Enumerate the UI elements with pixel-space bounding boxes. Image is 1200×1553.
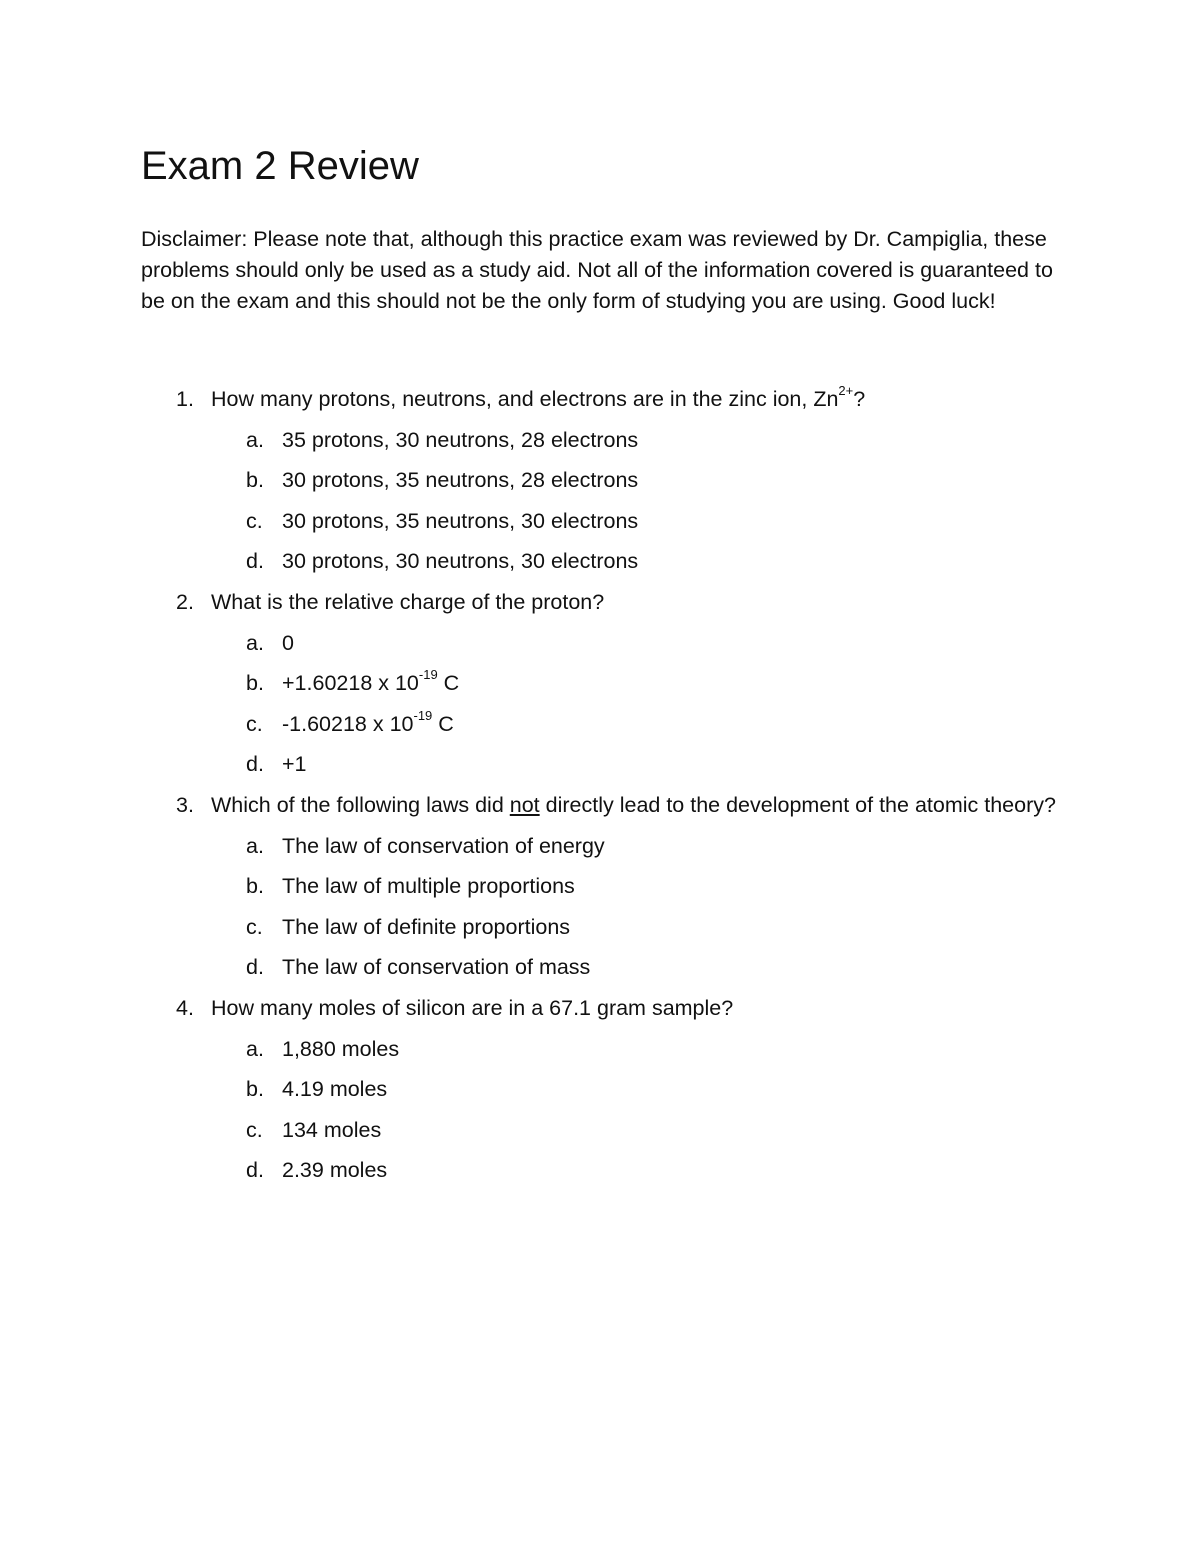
question-4 (141, 988, 1081, 1191)
option-a (211, 623, 1081, 664)
option-letter: d. (246, 549, 264, 574)
option-text: 30 protons, 30 neutrons, 30 electrons (282, 549, 639, 574)
option-text: 2.39 moles (282, 1158, 388, 1183)
option-text: The law of conservation of mass (282, 955, 591, 980)
option-text: 1,880 moles (282, 1036, 400, 1061)
question-1 (141, 379, 1081, 582)
value-base: -1.60218 x 10 (282, 711, 414, 736)
option-c (211, 907, 1081, 948)
option-c (211, 501, 1081, 542)
value-unit: C (432, 711, 454, 736)
option-c (211, 1110, 1081, 1151)
value-unit: C (437, 671, 460, 696)
question-number: 2. (176, 589, 194, 614)
option-list (211, 1029, 1081, 1191)
option-letter: a. (246, 427, 264, 452)
option-letter: c. (246, 914, 263, 939)
option-text: 0 (282, 630, 294, 655)
option-letter: a. (246, 630, 264, 655)
option-letter: c. (246, 1117, 263, 1142)
question-3 (141, 785, 1081, 988)
option-text: The law of multiple proportions (282, 874, 575, 899)
option-letter: b. (246, 1077, 264, 1102)
question-text-part: How many protons, neutrons, and electrons are in the zinc ion, Zn (211, 387, 839, 411)
option-b (211, 663, 1081, 704)
option-text: The law of conservation of energy (282, 833, 605, 858)
page-title: Exam 2 Review (141, 144, 419, 188)
option-letter: b. (246, 468, 264, 493)
question-text: What is the relative charge of the proton? (211, 589, 605, 614)
question-list (141, 379, 1081, 1191)
question-text (211, 785, 1081, 826)
option-letter: c. (246, 711, 263, 736)
option-c (211, 704, 1081, 745)
option-letter: a. (246, 833, 264, 858)
option-letter: c. (246, 508, 263, 533)
option-d (211, 744, 1081, 785)
option-letter: d. (246, 955, 264, 980)
option-text: 30 protons, 35 neutrons, 28 electrons (282, 468, 639, 493)
option-a (211, 1029, 1081, 1070)
option-letter: b. (246, 874, 264, 899)
charge-superscript: 2+ (838, 382, 854, 398)
option-d (211, 541, 1081, 582)
option-list (211, 826, 1081, 988)
option-text: +1 (282, 752, 307, 777)
option-text: The law of definite proportions (282, 914, 571, 939)
question-text-part: Which of the following laws did (211, 792, 510, 817)
exponent-superscript: -19 (418, 667, 438, 682)
question-text-part: directly lead to the development of the atomic theory? (539, 792, 1056, 817)
question-text: How many moles of silicon are in a 67.1 gram sample? (211, 995, 734, 1020)
option-text: 4.19 moles (282, 1077, 388, 1102)
disclaimer-text: Disclaimer: Please note that, although this practice exam was reviewed by Dr. Campiglia, these problems should only be used as a study aid. Not all of the information covered is guaranteed to be on the exam and this should not be the only form of studying you are using. Good luck! (141, 227, 1053, 313)
option-a (211, 826, 1081, 867)
question-text (211, 379, 1081, 420)
question-2 (141, 582, 1081, 785)
option-d (211, 1150, 1081, 1191)
option-letter: b. (246, 671, 264, 696)
option-d (211, 947, 1081, 988)
exponent-superscript: -19 (413, 707, 433, 723)
option-b (211, 1069, 1081, 1110)
option-text (282, 667, 460, 696)
option-letter: a. (246, 1036, 264, 1061)
option-text: 134 moles (282, 1117, 382, 1142)
question-number: 3. (176, 792, 194, 817)
question-number: 4. (176, 995, 194, 1020)
option-b (211, 866, 1081, 907)
value-base: +1.60218 x 10 (282, 671, 419, 696)
option-text (282, 707, 454, 736)
option-list (211, 623, 1081, 785)
option-a (211, 420, 1081, 461)
option-text: 35 protons, 30 neutrons, 28 electrons (282, 427, 639, 452)
option-letter: d. (246, 1158, 264, 1183)
option-text: 30 protons, 35 neutrons, 30 electrons (282, 508, 639, 533)
option-b (211, 460, 1081, 501)
underlined-word: not (509, 792, 540, 817)
option-letter: d. (246, 752, 264, 777)
question-number: 1. (176, 387, 194, 411)
option-list (211, 420, 1081, 582)
question-text-part: ? (853, 387, 866, 411)
